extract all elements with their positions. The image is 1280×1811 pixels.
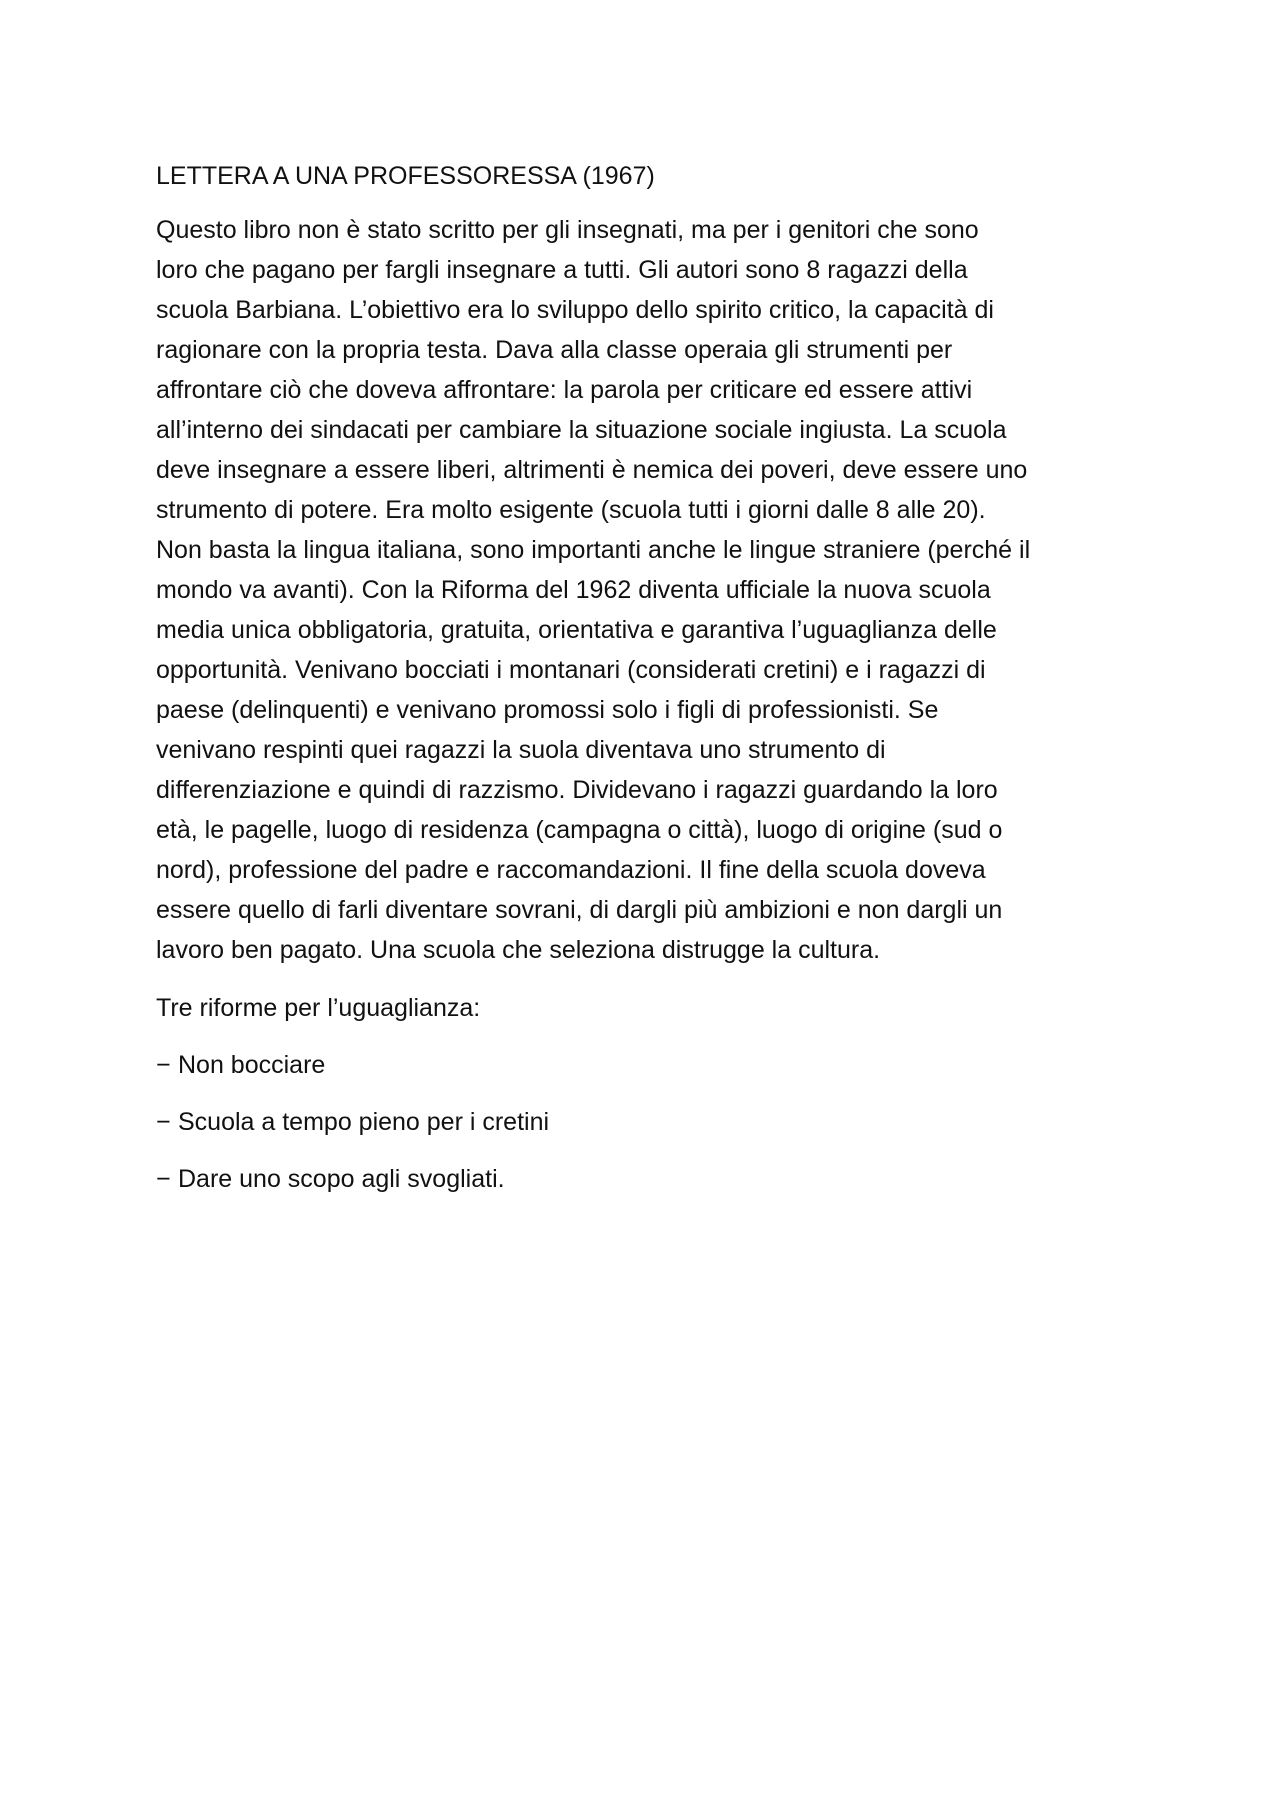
paragraph-line: affrontare ciò che doveva affrontare: la parola per criticare ed essere attivi xyxy=(156,376,973,404)
paragraph-line: differenziazione e quindi di razzismo. Dividevano i ragazzi guardando la loro xyxy=(156,776,998,804)
reform-list xyxy=(156,1045,1156,1199)
list-item-text: Scuola a tempo pieno per i cretini xyxy=(178,1108,550,1136)
paragraph-line: loro che pagano per fargli insegnare a tutti. Gli autori sono 8 ragazzi della xyxy=(156,256,968,284)
paragraph-line: deve insegnare a essere liberi, altrimenti è nemica dei poveri, deve essere uno xyxy=(156,456,1028,484)
paragraph-line: ragionare con la propria testa. Dava alla classe operaia gli strumenti per xyxy=(156,336,953,364)
paragraph-line: scuola Barbiana. L’obiettivo era lo sviluppo dello spirito critico, la capacità di xyxy=(156,296,994,324)
paragraph-line: venivano respinti quei ragazzi la suola diventava uno strumento di xyxy=(156,736,886,764)
paragraph-line: lavoro ben pagato. Una scuola che seleziona distrugge la cultura. xyxy=(156,936,881,964)
list-item xyxy=(156,1045,1156,1085)
dash-bullet-icon: − xyxy=(156,1051,171,1079)
list-item xyxy=(156,1159,1156,1199)
paragraph-line: strumento di potere. Era molto esigente (scuola tutti i giorni dalle 8 alle 20). xyxy=(156,496,986,524)
paragraph-line: opportunità. Venivano bocciati i montanari (considerati cretini) e i ragazzi di xyxy=(156,656,986,684)
list-item xyxy=(156,1102,1156,1142)
dash-bullet-icon: − xyxy=(156,1108,171,1136)
body-paragraph xyxy=(156,210,1156,970)
paragraph-line: età, le pagelle, luogo di residenza (campagna o città), luogo di origine (sud o xyxy=(156,816,1003,844)
paragraph-line: all’interno dei sindacati per cambiare la situazione sociale ingiusta. La scuola xyxy=(156,416,1007,444)
list-item-text: Dare uno scopo agli svogliati. xyxy=(178,1165,505,1193)
paragraph-line: Non basta la lingua italiana, sono importanti anche le lingue straniere (perché il xyxy=(156,536,1031,564)
paragraph-line: mondo va avanti). Con la Riforma del 1962 diventa ufficiale la nuova scuola xyxy=(156,576,991,604)
paragraph-line: Questo libro non è stato scritto per gli insegnati, ma per i genitori che sono xyxy=(156,216,979,244)
list-intro: Tre riforme per l’uguaglianza: xyxy=(156,994,481,1022)
list-item-text: Non bocciare xyxy=(178,1051,326,1079)
document-page xyxy=(156,156,1156,1216)
paragraph-line: nord), professione del padre e raccomandazioni. Il fine della scuola doveva xyxy=(156,856,986,884)
paragraph-line: media unica obbligatoria, gratuita, orientativa e garantiva l’uguaglianza delle xyxy=(156,616,997,644)
dash-bullet-icon: − xyxy=(156,1165,171,1193)
document-title: LETTERA A UNA PROFESSORESSA (1967) xyxy=(156,162,655,190)
paragraph-line: paese (delinquenti) e venivano promossi solo i figli di professionisti. Se xyxy=(156,696,939,724)
paragraph-line: essere quello di farli diventare sovrani, di dargli più ambizioni e non dargli un xyxy=(156,896,1003,924)
